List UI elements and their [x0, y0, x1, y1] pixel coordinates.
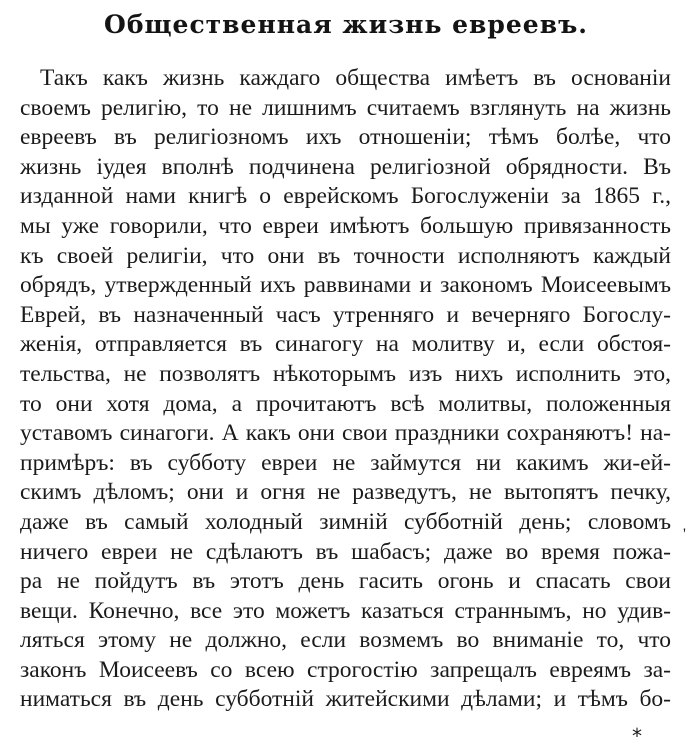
text-line: скимъ дѣломъ; они и огня не разведутъ, не вытопятъ печку, — [20, 479, 671, 506]
margin-mark: ' — [683, 526, 686, 543]
text-line: ляться этому не должно, если возмемъ во вниманіе то, что — [20, 627, 671, 654]
text-line: ниматься въ день субботній житейскими дѣлами; и тѣмъ бо- — [20, 686, 671, 713]
text-line: къ своей религіи, что они въ точности исполняютъ каждый — [20, 242, 671, 269]
text-line: даже въ самый холодный зимній субботній день; словомъ — [20, 508, 671, 535]
text-line: мы уже говорили, что евреи имѣютъ большую привязанность — [20, 212, 671, 239]
text-line: то они хотя дома, а прочитаютъ всѣ молитвы, положенныя — [20, 390, 671, 417]
text-line: обрядъ, утвержденный ихъ раввинами и закономъ Моисеевымъ — [20, 272, 671, 299]
body-text — [20, 64, 671, 715]
text-line: примѣръ: въ субботу евреи не займутся ни какимъ жи-ей- — [20, 449, 671, 476]
text-line: вещи. Конечно, все это можетъ казаться страннымъ, но удив- — [20, 597, 671, 624]
text-line: тельства, не позволятъ нѣкоторымъ изъ нихъ исполнить это, — [20, 360, 671, 387]
text-line: Еврей, въ назначенный часъ утренняго и вечерняго Богослу- — [20, 301, 671, 328]
text-line: ра не пойдутъ въ этотъ день гасить огонь и спасать свои — [20, 568, 671, 595]
text-line: уставомъ синагоги. А какъ они свои праздники сохраняютъ! на- — [20, 420, 671, 447]
page-title: Общественная жизнь евреевъ. — [104, 10, 588, 39]
text-line: жизнь іудея вполнѣ подчинена религіозной обрядности. Въ — [20, 153, 671, 180]
text-line: женія, отправляется въ синагогу на молитву и, если обстоя- — [20, 331, 671, 358]
text-line: законъ Моисеевъ со всею строгостію запрещалъ евреямъ за- — [20, 656, 671, 683]
text-line: изданной нами книгѣ о еврейскомъ Богослуженіи за 1865 г., — [20, 183, 671, 210]
text-line: ничего евреи не сдѣлаютъ въ шабасъ; даже во время пожа- — [20, 538, 671, 565]
text-line: Такъ какъ жизнь каждаго общества имѣетъ въ основаніи — [40, 65, 671, 91]
text-line: своемъ религію, то не лишнимъ считаемъ взглянуть на жизнь — [20, 94, 671, 121]
text-line: евреевъ въ религіозномъ ихъ отношеніи; тѣмъ болѣе, что — [20, 124, 671, 151]
footer-asterisk: * — [632, 724, 642, 748]
